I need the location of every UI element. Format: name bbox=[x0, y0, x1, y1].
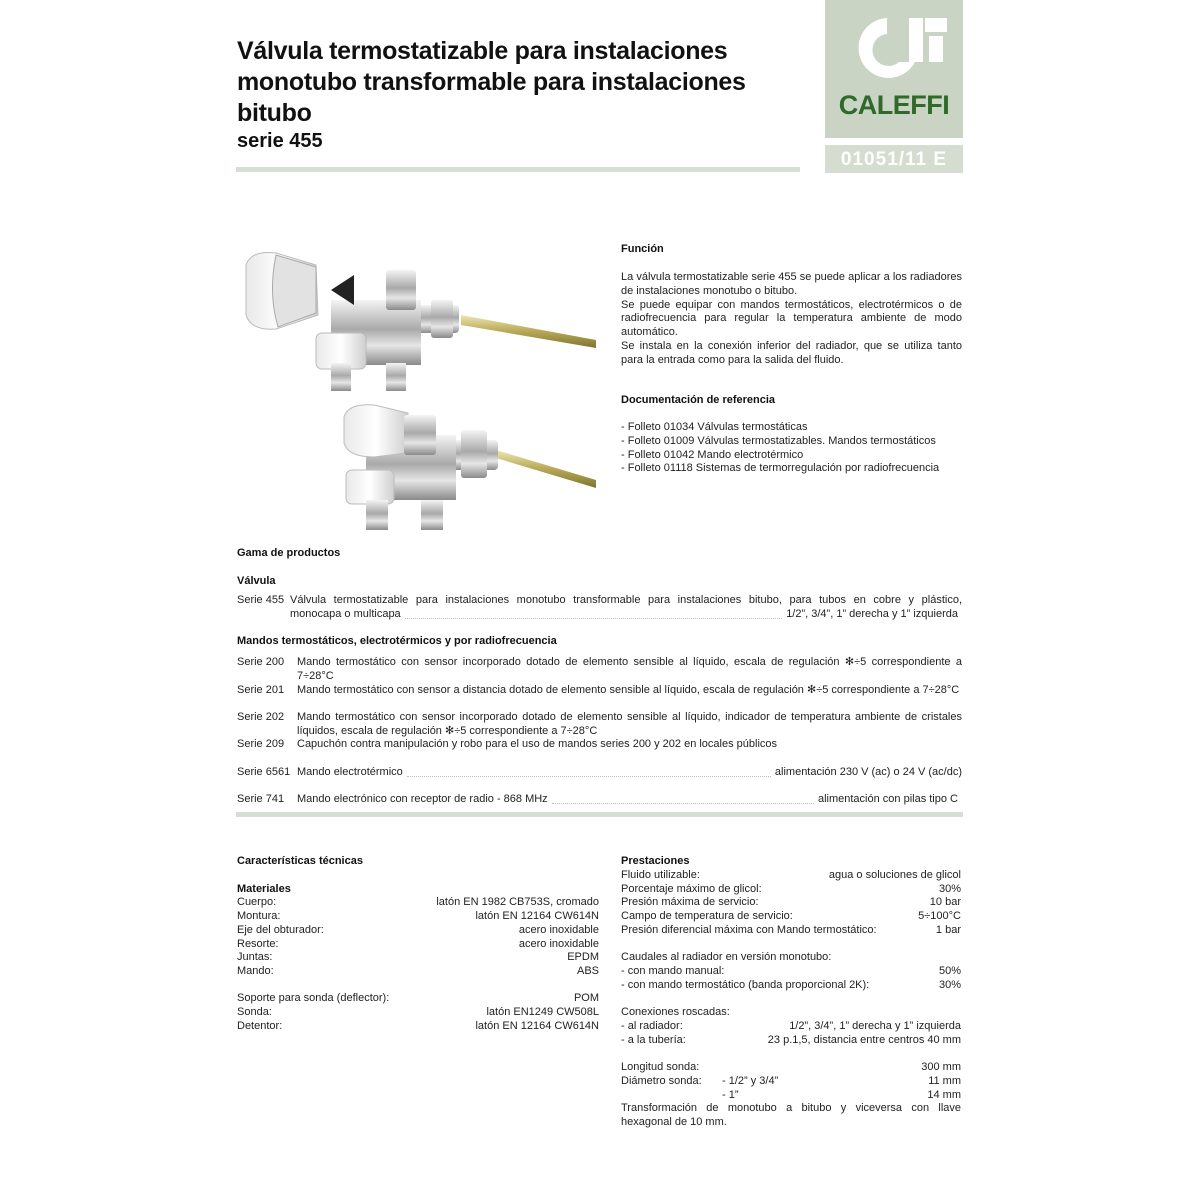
spec-label: Presión diferencial máxima con Mando termostático: bbox=[621, 924, 877, 936]
spec-row bbox=[621, 1020, 961, 1034]
spec-label: Montura: bbox=[237, 910, 281, 922]
caleffi-logo-mark-icon bbox=[825, 0, 963, 90]
list-item: - Folleto 01118 Sistemas de termorregulación por radiofrecuencia bbox=[621, 462, 940, 475]
spec-label: Campo de temperatura de servicio: bbox=[621, 910, 793, 922]
spec-value: latón EN 12164 CW614N bbox=[475, 1020, 599, 1032]
spec-value: 10 bar bbox=[929, 896, 961, 908]
spec-row bbox=[237, 1020, 599, 1034]
spec-label: Eje del obturador: bbox=[237, 924, 324, 936]
product-supply: alimentación con pilas tipo C bbox=[817, 793, 958, 805]
serie-label: Serie 455 bbox=[237, 594, 285, 606]
spec-value: 14 mm bbox=[927, 1089, 961, 1101]
spec-row bbox=[621, 883, 961, 897]
spec-row bbox=[722, 1075, 961, 1089]
gama-heading: Gama de productos bbox=[237, 547, 341, 559]
list-item: - Folleto 01034 Válvulas termostáticas bbox=[621, 421, 808, 433]
spec-row bbox=[237, 992, 599, 1006]
product-description: Mando termostático con sensor a distancia dotado de elemento sensible al líquido, escala de regulación ✻÷5 correspondiente a 7÷28°C bbox=[297, 684, 960, 696]
dotted-leader bbox=[552, 803, 814, 804]
conexiones-heading: Conexiones roscadas: bbox=[621, 1006, 730, 1018]
spec-label: Cuerpo: bbox=[237, 896, 277, 908]
spec-label: Presión máxima de servicio: bbox=[621, 896, 759, 908]
spec-label: Mando: bbox=[237, 965, 274, 977]
spec-row bbox=[237, 951, 599, 965]
spec-label: - con mando termostático (banda proporcional 2K): bbox=[621, 979, 870, 991]
documentacion-heading: Documentación de referencia bbox=[621, 394, 776, 406]
spec-label: - al radiador: bbox=[621, 1020, 683, 1032]
spec-value: 1/2”, 3/4”, 1” derecha y 1” izquierda bbox=[789, 1020, 961, 1032]
dotted-leader bbox=[405, 618, 783, 619]
funcion-paragraph: Se puede equipar con mandos termostáticos, electrotérmicos o de radiofrecuencia para regular la temperatura ambiente de modo automático. bbox=[621, 298, 962, 339]
manual-valve-image bbox=[344, 405, 596, 530]
spec-label: Soporte para sonda (deflector): bbox=[237, 992, 390, 1004]
spec-row bbox=[621, 965, 961, 979]
spec-row bbox=[621, 910, 961, 924]
spec-row bbox=[237, 910, 599, 924]
documentacion-list bbox=[621, 421, 962, 476]
product-row-455 bbox=[237, 594, 962, 622]
dotted-leader bbox=[407, 776, 771, 777]
spec-row bbox=[237, 965, 599, 979]
spec-row bbox=[621, 924, 961, 938]
spec-label: Longitud sonda: bbox=[621, 1061, 700, 1073]
spec-row bbox=[621, 1061, 961, 1075]
funcion-text bbox=[621, 271, 962, 368]
funcion-paragraph: Se instala en la conexión inferior del radiador, que se utiliza tanto para la entrada como para la salida del fluido. bbox=[621, 339, 962, 366]
spec-value: latón EN 12164 CW614N bbox=[475, 910, 599, 922]
spec-value: 30% bbox=[938, 979, 961, 991]
product-description: Mando electrónico con receptor de radio - 868 MHz bbox=[297, 793, 548, 805]
serie-label: Serie 741 bbox=[237, 793, 285, 805]
spec-row bbox=[237, 938, 599, 952]
document-title bbox=[237, 36, 817, 129]
title-line-2: monotubo transformable para instalaciones bbox=[237, 68, 746, 96]
product-description-cont: monocapa o multicapa bbox=[290, 607, 401, 620]
title-divider bbox=[236, 167, 800, 172]
spec-label: Fluido utilizable: bbox=[621, 869, 700, 881]
spec-value: acero inoxidable bbox=[518, 938, 599, 950]
product-supply: alimentación 230 V (ac) o 24 V (ac/dc) bbox=[774, 766, 962, 778]
funcion-paragraph: La válvula termostatizable serie 455 se puede aplicar a los radiadores de instalaciones monotubo o bitubo. bbox=[621, 271, 962, 297]
spec-row bbox=[621, 979, 961, 993]
product-description: Mando electrotérmico bbox=[297, 766, 403, 778]
spec-value: 23 p.1,5, distancia entre centros 40 mm bbox=[767, 1034, 961, 1046]
transformacion-note: Transformación de monotubo a bitubo y viceversa con llave hexagonal de 10 mm. bbox=[621, 1102, 961, 1128]
spec-row bbox=[237, 1006, 599, 1020]
caudales-heading: Caudales al radiador en versión monotubo: bbox=[621, 951, 832, 963]
product-description: Mando termostático con sensor incorporado dotado de elemento sensible al líquido, indicador de temperatura ambiente de cristales líquidos, escala de regulación ✻÷5 correspondiente a 7÷28°C bbox=[297, 711, 962, 737]
spec-label: Porcentaje máximo de glicol: bbox=[621, 883, 762, 895]
serie-label: Serie 6561 bbox=[237, 766, 291, 778]
serie-label: Serie 202 bbox=[237, 711, 285, 723]
spec-value: latón EN 1982 CB753S, cromado bbox=[436, 896, 599, 908]
list-item: - Folleto 01009 Válvulas termostatizables. Mandos termostáticos bbox=[621, 434, 936, 447]
list-item: - Folleto 01042 Mando electrotérmico bbox=[621, 448, 804, 461]
spec-value: 50% bbox=[938, 965, 961, 977]
product-sizes: 1/2”, 3/4”, 1” derecha y 1” izquierda bbox=[786, 607, 958, 620]
spec-row bbox=[722, 1089, 961, 1103]
series-subtitle: serie 455 bbox=[237, 130, 323, 152]
serie-label: Serie 201 bbox=[237, 684, 285, 696]
spec-row bbox=[621, 896, 961, 910]
serie-label: Serie 209 bbox=[237, 738, 285, 750]
section-divider bbox=[236, 812, 963, 817]
materiales-heading: Materiales bbox=[237, 883, 291, 895]
spec-value: acero inoxidable bbox=[518, 924, 599, 936]
thermostatic-valve-image bbox=[246, 253, 596, 392]
spec-label: Sonda: bbox=[237, 1006, 272, 1018]
spec-size: - 1/2” y 3/4” bbox=[722, 1075, 779, 1087]
spec-value: 1 bar bbox=[935, 924, 961, 936]
product-description: Mando termostático con sensor incorporado dotado de elemento sensible al líquido, escala de regulación ✻÷5 correspondiente a 7÷28°C bbox=[297, 656, 962, 682]
spec-label: Juntas: bbox=[237, 951, 273, 963]
spec-value: EPDM bbox=[567, 951, 599, 963]
document-code: 01051/11 E bbox=[825, 145, 963, 173]
serie-label: Serie 200 bbox=[237, 656, 285, 668]
spec-row bbox=[621, 869, 961, 883]
product-photo bbox=[236, 245, 596, 545]
spec-row bbox=[621, 1034, 961, 1048]
spec-label: Resorte: bbox=[237, 938, 279, 950]
spec-value: 5÷100°C bbox=[918, 910, 961, 922]
funcion-heading: Función bbox=[621, 243, 664, 255]
spec-value: 300 mm bbox=[921, 1061, 961, 1073]
product-description: Válvula termostatizable para instalaciones monotubo transformable para instalaciones bitubo, para tubos en cobre y plástico, bbox=[290, 594, 962, 606]
spec-label: Diámetro sonda: bbox=[621, 1075, 702, 1087]
spec-label: - con mando manual: bbox=[621, 965, 725, 977]
spec-size: - 1” bbox=[722, 1089, 739, 1101]
spec-label: Detentor: bbox=[237, 1020, 283, 1032]
caracteristicas-heading: Características técnicas bbox=[237, 855, 363, 867]
product-description: Capuchón contra manipulación y robo para el uso de mandos series 200 y 202 en locales públicos bbox=[297, 738, 778, 750]
spec-value: latón EN1249 CW508L bbox=[486, 1006, 599, 1018]
spec-value: agua o soluciones de glicol bbox=[828, 869, 961, 881]
spec-row bbox=[237, 896, 599, 910]
spec-value: 11 mm bbox=[928, 1075, 961, 1087]
title-line-3: bitubo bbox=[237, 99, 312, 127]
title-line-1: Válvula termostatizable para instalaciones bbox=[237, 37, 728, 65]
spec-row bbox=[237, 924, 599, 938]
brand-name: CALEFFI bbox=[838, 90, 950, 120]
spec-label: - a la tubería: bbox=[621, 1034, 686, 1046]
mandos-heading: Mandos termostáticos, electrotérmicos y por radiofrecuencia bbox=[237, 635, 557, 647]
spec-value: ABS bbox=[576, 965, 599, 977]
prestaciones-heading: Prestaciones bbox=[621, 855, 690, 867]
spec-value: 30% bbox=[938, 883, 961, 895]
spec-value: POM bbox=[573, 992, 599, 1004]
valvula-heading: Válvula bbox=[237, 575, 276, 587]
